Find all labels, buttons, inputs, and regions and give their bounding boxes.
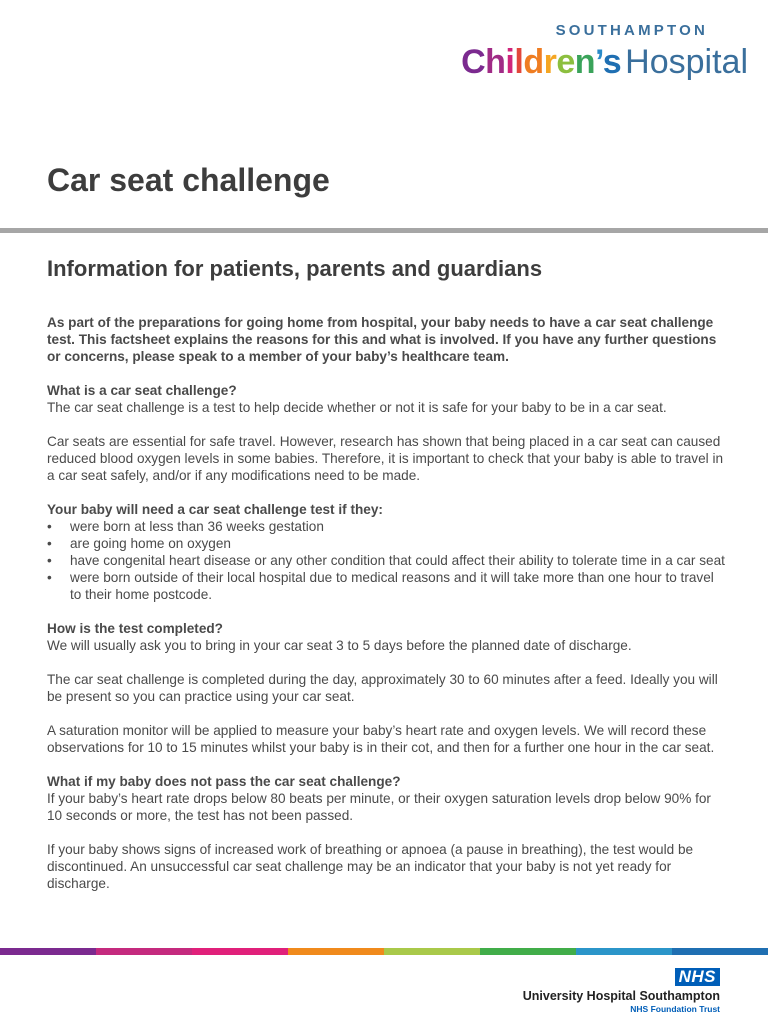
trust-name: University Hospital Southampton — [522, 989, 720, 1003]
section-heading-how: How is the test completed? — [47, 621, 223, 636]
paragraph: The car seat challenge is completed during the day, approximately 30 to 60 minutes after a feed. Ideally you will be present so you can practice using your car seat. — [47, 672, 718, 704]
paragraph: The car seat challenge is a test to help decide whether or not it is safe for your baby to be in a car seat. — [47, 400, 667, 415]
childrens-hospital-logo — [461, 22, 748, 82]
bullet-list — [47, 518, 727, 603]
color-segment — [576, 948, 672, 955]
section-heading-fail: What if my baby does not pass the car seat challenge? — [47, 774, 401, 789]
color-segment — [480, 948, 576, 955]
color-segment — [96, 948, 192, 955]
color-segment — [384, 948, 480, 955]
logo-childrens-text: Children’s — [461, 43, 622, 81]
section-heading-what-is: What is a car seat challenge? — [47, 383, 237, 398]
intro-paragraph: As part of the preparations for going home from hospital, your baby needs to have a car seat challenge test. This factsheet explains the reasons for this and what is involved. If you have any further questions or concerns, please speak to a member of your baby’s healthcare team. — [47, 315, 717, 364]
color-segment — [672, 948, 768, 955]
list-item: • were born at less than 36 weeks gestation — [47, 518, 727, 535]
color-segment — [0, 948, 96, 955]
paragraph: If your baby shows signs of increased work of breathing or apnoea (a pause in breathing), the test would be discontinued. An unsuccessful car seat challenge may be an indicator that your baby is not yet ready for discharge. — [47, 842, 694, 891]
list-item: • were born outside of their local hospital due to medical reasons and it will take more than one hour to travel to their home postcode. — [47, 569, 727, 603]
section-heading-need-test: Your baby will need a car seat challenge test if they: — [47, 502, 383, 517]
color-segment — [288, 948, 384, 955]
footer-color-bar — [0, 948, 768, 955]
paragraph: We will usually ask you to bring in your car seat 3 to 5 days before the planned date of discharge. — [47, 638, 632, 653]
page-title: Car seat challenge — [47, 162, 330, 198]
logo-southampton-text: SOUTHAMPTON — [555, 22, 708, 39]
title-divider — [0, 228, 768, 233]
paragraph: A saturation monitor will be applied to measure your baby’s heart rate and oxygen levels. We will record these observations for 10 to 15 minutes whilst your baby is in their cot, and then for a further one hour in the car seat. — [47, 723, 715, 755]
color-segment — [192, 948, 288, 955]
logo-wordmark — [461, 42, 748, 82]
page-subtitle: Information for patients, parents and guardians — [47, 256, 543, 281]
trust-type: NHS Foundation Trust — [630, 1004, 720, 1014]
logo-hospital-text: Hospital — [625, 43, 748, 81]
document-body — [47, 314, 727, 909]
list-item: • have congenital heart disease or any other condition that could affect their ability to tolerate time in a car seat — [47, 552, 727, 569]
paragraph: If your baby’s heart rate drops below 80 beats per minute, or their oxygen saturation levels drop below 90% for 10 seconds or more, the test has not been passed. — [47, 791, 711, 823]
list-item: • are going home on oxygen — [47, 535, 727, 552]
paragraph: Car seats are essential for safe travel. However, research has shown that being placed in a car seat can caused reduced blood oxygen levels in some babies. Therefore, it is important to check that your baby is able to travel in a car seat safely, and/or if any modifications need to be made. — [47, 434, 724, 483]
nhs-trust-logo — [523, 968, 720, 1015]
nhs-logo-icon: NHS — [675, 968, 720, 986]
